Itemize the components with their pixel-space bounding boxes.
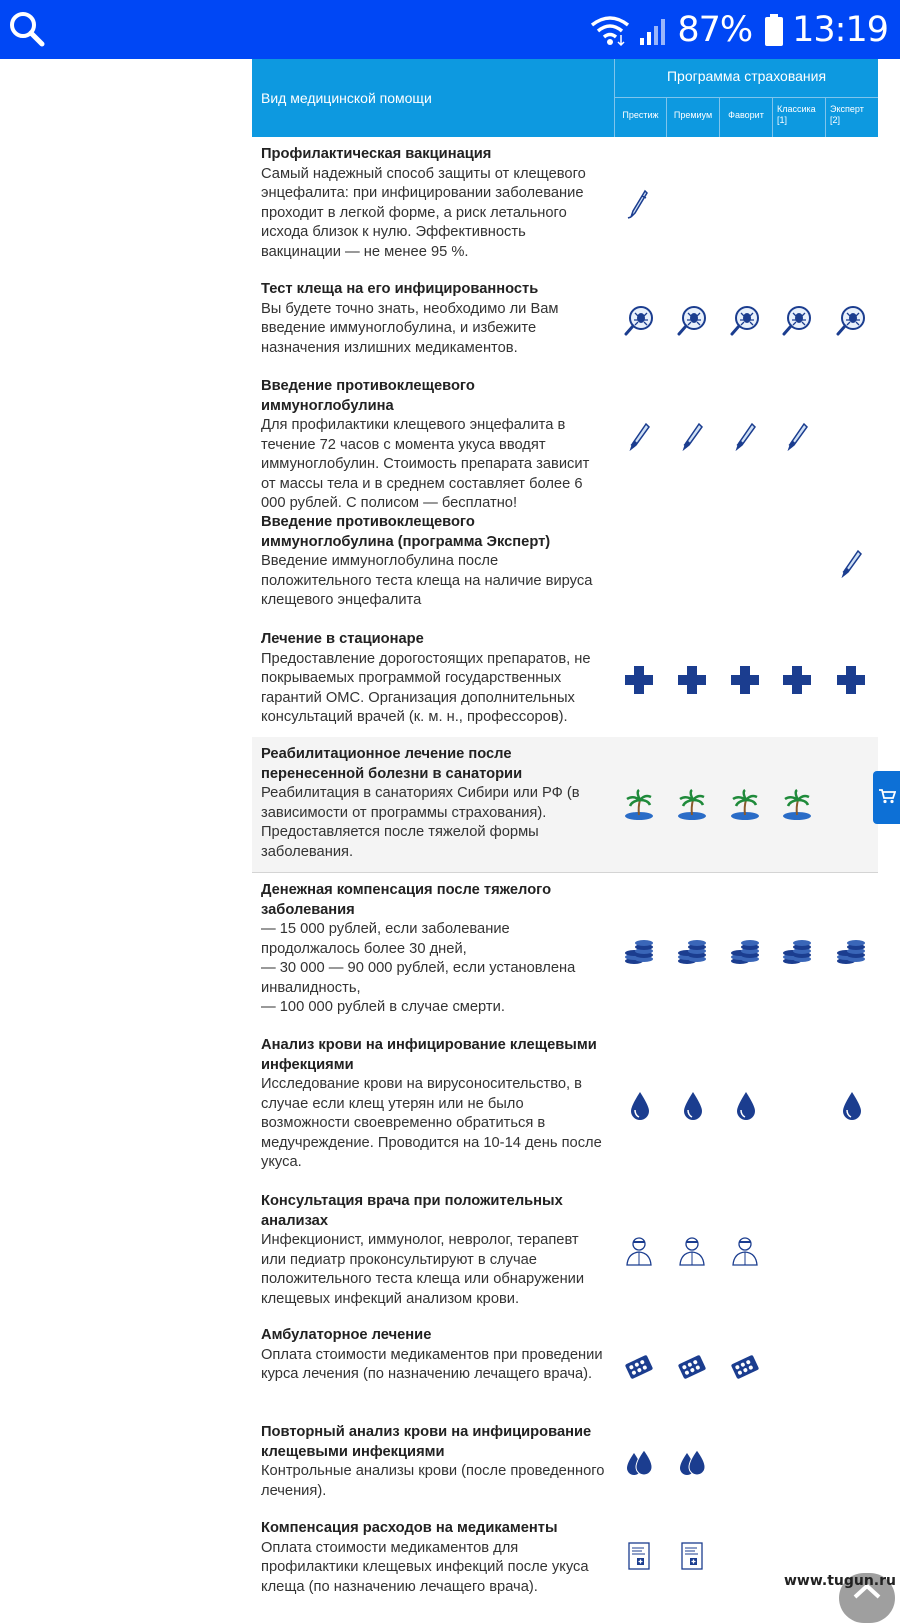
row-coverage xyxy=(614,1318,884,1415)
doctor-icon xyxy=(623,1235,655,1267)
table-row xyxy=(252,505,878,622)
row-title: Тест клеща на его инфицированность xyxy=(261,281,539,297)
prescription-icon xyxy=(676,1540,708,1572)
table-row xyxy=(252,369,878,511)
ampoule-icon xyxy=(781,421,813,453)
ampoule-icon xyxy=(835,548,867,580)
cart-icon xyxy=(878,788,896,804)
row-description: Контрольные анализы крови (после проведенного лечения). xyxy=(261,1463,605,1499)
row-text xyxy=(261,1519,606,1597)
doctor-icon xyxy=(729,1235,761,1267)
table-header xyxy=(252,59,878,137)
blood-drop-icon xyxy=(676,1090,708,1122)
ampoule-icon xyxy=(676,421,708,453)
row-coverage xyxy=(614,622,884,737)
row-title: Денежная компенсация после тяжелого заболевания xyxy=(261,882,552,918)
row-description: Оплата стоимости медикаментов при проведении курса лечения (по назначению лечащего врача). xyxy=(261,1346,603,1382)
table-row xyxy=(252,1415,878,1511)
ampoule-icon xyxy=(729,421,761,453)
column-favorite: Фаворит xyxy=(719,98,772,137)
header-program: Программа страхования xyxy=(614,59,878,98)
row-description: — 15 000 рублей, если заболевание продолжалось более 30 дней, — 30 000 — 90 000 рублей, если установлена инвалидность, — 100 000 рублей в случае смерти. xyxy=(261,921,576,1015)
column-classic: Классика [1] xyxy=(772,98,825,137)
table-row xyxy=(252,137,878,272)
insurance-table xyxy=(252,59,878,1600)
row-title: Введение противоклещевого иммуноглобулина (программа Эксперт) xyxy=(261,514,551,550)
row-text xyxy=(261,280,606,358)
row-text xyxy=(261,513,606,611)
pill-blister-icon xyxy=(676,1351,708,1383)
clock: 13:19 xyxy=(792,9,888,50)
row-coverage xyxy=(614,1028,884,1184)
table-row xyxy=(252,1028,878,1184)
row-coverage xyxy=(614,369,884,505)
row-title: Профилактическая вакцинация xyxy=(261,146,492,162)
table-row xyxy=(252,873,878,1028)
row-description: Для профилактики клещевого энцефалита в течение 72 часов с момента укуса вводят иммуноглобулин. Стоимость препарата зависит от массы тела и в среднем составляет более 6 000 рублей. С полисом — бесплатно! xyxy=(261,417,590,511)
medical-cross-icon xyxy=(676,664,708,696)
coin-stack-icon xyxy=(729,935,761,967)
row-description: Предоставление дорогостоящих препаратов, не покрываемых программой государственных гарантий ОМС. Организация дополнительных консультаций врачей (к. м. н., профессоров). xyxy=(261,650,591,725)
coin-stack-icon xyxy=(676,935,708,967)
table-body xyxy=(252,137,878,1600)
palm-island-icon xyxy=(729,789,761,821)
status-bar xyxy=(0,0,900,59)
row-text xyxy=(261,145,606,262)
syringe-icon xyxy=(623,187,655,219)
watermark: www.tugun.ru xyxy=(783,1573,896,1589)
table-row xyxy=(252,1184,878,1318)
row-title: Лечение в стационаре xyxy=(261,631,424,647)
row-title: Повторный анализ крови на инфицирование клещевыми инфекциями xyxy=(261,1424,592,1460)
palm-island-icon xyxy=(781,789,813,821)
tick-magnifier-icon xyxy=(676,305,708,337)
row-text xyxy=(261,1192,606,1309)
cart-button[interactable] xyxy=(873,771,900,824)
doctor-icon xyxy=(676,1235,708,1267)
row-description: Инфекционист, иммунолог, невролог, терапевт или педиатр проконсультируют в случае положительного теста клеща или обнаружении клещевых инфекций анализом крови. xyxy=(261,1232,585,1307)
table-row xyxy=(252,1318,878,1415)
row-description: Оплата стоимости медикаментов для профилактики клещевых инфекций после укуса клеща (по назначению лечащего врача). xyxy=(261,1539,589,1595)
row-description: Введение иммуноглобулина после положительного теста клеща на наличие вируса клещевого энцефалита xyxy=(261,553,593,608)
prescription-icon xyxy=(623,1540,655,1572)
double-drop-icon xyxy=(676,1447,708,1479)
row-text xyxy=(261,1423,606,1501)
double-drop-icon xyxy=(623,1447,655,1479)
medical-cross-icon xyxy=(781,664,813,696)
row-coverage xyxy=(614,1415,884,1511)
row-coverage xyxy=(614,873,884,1028)
row-title: Компенсация расходов на медикаменты xyxy=(261,1520,558,1536)
row-title: Анализ крови на инфицирование клещевыми инфекциями xyxy=(261,1037,597,1073)
table-row xyxy=(252,272,878,369)
row-description: Самый надежный способ защиты от клещевого энцефалита: при инфицировании заболевание проходит в легкой форме, а риск летального исхода близок к нулю. Эффективность вакцинации — не менее 95 %. xyxy=(261,165,586,260)
row-text xyxy=(261,881,606,1018)
medical-cross-icon xyxy=(623,664,655,696)
row-title: Введение противоклещевого иммуноглобулина xyxy=(261,378,475,414)
column-prestige: Престиж xyxy=(614,98,666,137)
row-coverage xyxy=(614,505,884,622)
row-coverage xyxy=(614,137,884,272)
row-coverage xyxy=(614,272,884,369)
blood-drop-icon xyxy=(729,1090,761,1122)
table-row xyxy=(252,622,878,737)
column-expert: Эксперт [2] xyxy=(825,98,878,137)
row-description: Вы будете точно знать, необходимо ли Вам введение иммуноглобулина, и избежите назначения излишних медикаментов. xyxy=(261,300,559,356)
header-care-type: Вид медицинской помощи xyxy=(261,90,432,106)
row-text xyxy=(261,1036,606,1173)
medical-cross-icon xyxy=(729,664,761,696)
blood-drop-icon xyxy=(835,1090,867,1122)
tick-magnifier-icon xyxy=(729,305,761,337)
pill-blister-icon xyxy=(623,1351,655,1383)
row-text xyxy=(261,377,606,514)
wifi-icon xyxy=(589,13,631,47)
tick-magnifier-icon xyxy=(623,305,655,337)
table-row xyxy=(252,737,878,873)
coin-stack-icon xyxy=(623,935,655,967)
blood-drop-icon xyxy=(623,1090,655,1122)
row-title: Консультация врача при положительных анализах xyxy=(261,1193,563,1229)
battery-percent: 87% xyxy=(677,9,753,50)
row-title: Реабилитационное лечение после перенесенной болезни в санатории xyxy=(261,746,523,782)
row-text xyxy=(261,1326,606,1385)
row-text xyxy=(261,630,606,728)
row-text xyxy=(261,745,606,862)
row-description: Исследование крови на вирусоносительство, в случае если клещ утерян или не было возможности своевременно обратиться в медучреждение. Проводится на 10-14 день после укуса. xyxy=(261,1076,602,1170)
row-coverage xyxy=(614,1184,884,1318)
column-premium: Премиум xyxy=(666,98,719,137)
battery-icon xyxy=(764,13,784,47)
row-coverage xyxy=(614,737,884,872)
palm-island-icon xyxy=(623,789,655,821)
ampoule-icon xyxy=(623,421,655,453)
row-description: Реабилитация в санаториях Сибири или РФ (в зависимости от программы страхования). Предоставляется после тяжелой формы заболевания. xyxy=(261,785,580,860)
signal-icon xyxy=(639,14,669,46)
row-title: Амбулаторное лечение xyxy=(261,1327,432,1343)
coin-stack-icon xyxy=(781,935,813,967)
tick-magnifier-icon xyxy=(835,305,867,337)
medical-cross-icon xyxy=(835,664,867,696)
search-icon[interactable] xyxy=(8,10,46,48)
palm-island-icon xyxy=(676,789,708,821)
tick-magnifier-icon xyxy=(781,305,813,337)
coin-stack-icon xyxy=(835,935,867,967)
pill-blister-icon xyxy=(729,1351,761,1383)
